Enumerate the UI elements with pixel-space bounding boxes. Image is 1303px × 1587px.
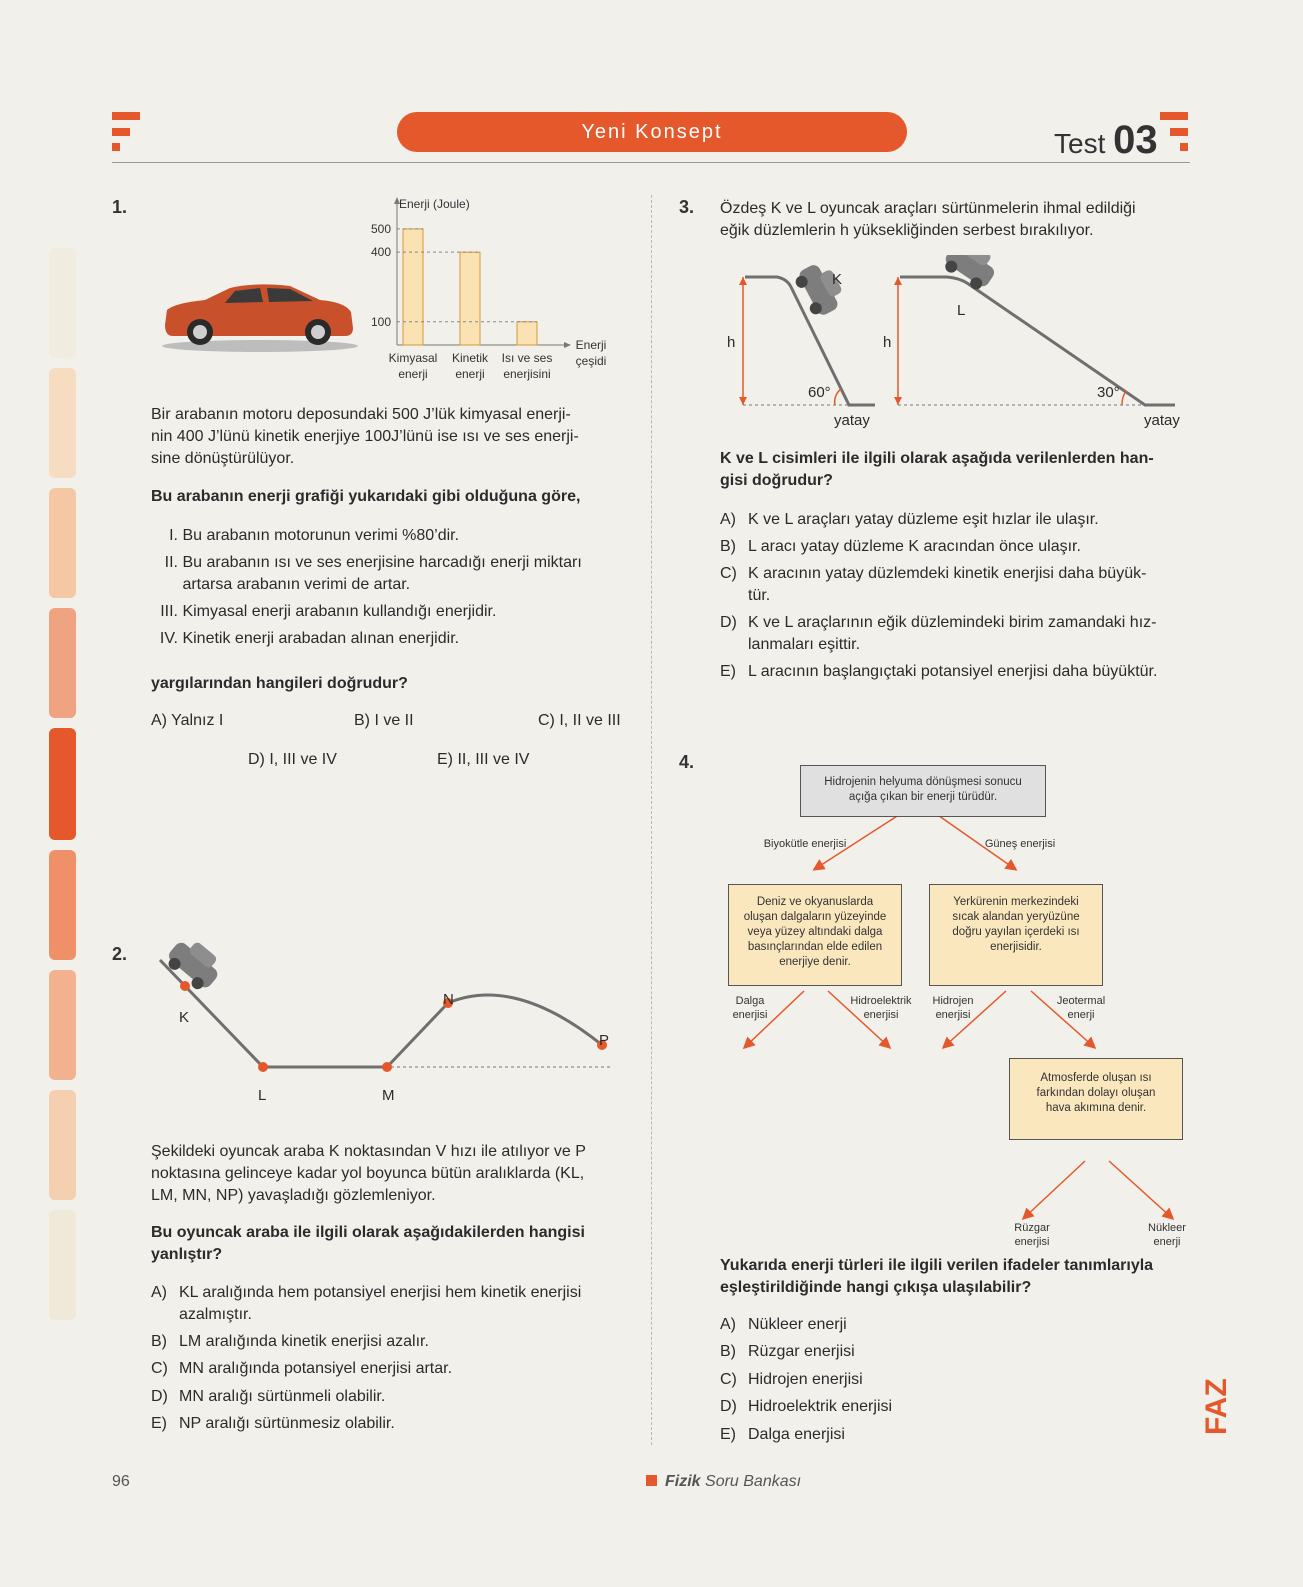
header-rule xyxy=(112,162,1190,163)
bar-3 xyxy=(517,322,537,345)
q4-option-e[interactable]: E) Dalga enerjisi xyxy=(720,1426,845,1443)
q2-option-d[interactable]: D) MN aralığı sürtünmeli olabilir. xyxy=(151,1388,386,1405)
footer-square-icon xyxy=(646,1475,657,1486)
q2-option-e[interactable]: E) NP aralığı sürtünmesiz olabilir. xyxy=(151,1415,395,1432)
q4-question: Yukarıda enerji türleri ile ilgili verilen ifadeler tanımlarıyla eşleştirildiğinde hangi çıkışa ulaşılabilir? xyxy=(720,1257,1154,1296)
q3-option-b[interactable]: B) L aracı yatay düzleme K aracından önce ulaşır. xyxy=(720,538,1081,555)
q4-option-b[interactable]: B) Rüzgar enerjisi xyxy=(720,1343,855,1360)
q3-option-c[interactable]: C) K aracının yatay düzlemdeki kinetik enerjisi daha büyük- tür. xyxy=(720,565,1147,604)
q1-statement-3: III. Kimyasal enerji arabanın kullandığı enerjidir. xyxy=(160,603,497,620)
y-tick-2: 400 xyxy=(370,245,391,260)
point-l-label: L xyxy=(258,1087,267,1104)
point-k-dot xyxy=(180,981,190,991)
label-h-left: h xyxy=(727,334,736,351)
q1-statement-2: II. Bu arabanın ısı ve ses enerjisine harcadığı enerji miktarı artarsa arabanın verimi de artar. xyxy=(164,554,582,593)
sidebar-slogan: FAZ xyxy=(1200,1378,1233,1435)
label-yatay-left: yatay xyxy=(834,412,870,429)
q1-statement-1: I. Bu arabanın motorunun verimi %80’dir. xyxy=(169,527,460,544)
y-tick-3: 100 xyxy=(370,314,391,329)
car-image xyxy=(155,270,360,370)
q4-box-right: Yerkürenin merkezindeki sıcak alandan yeryüzüne doğru yayılan içerdeki ısı enerjisidir. xyxy=(929,884,1103,986)
category-label-1-line2: enerji xyxy=(398,367,428,381)
q3-intro: Özdeş K ve L oyuncak araçları sürtünmelerin ihmal edildiği eğik düzlemlerin h yüksekliğinden serbest bırakılıyor. xyxy=(720,200,1136,239)
label-ruzgar: Rüzgar enerjisi xyxy=(1014,1222,1050,1248)
toy-car-icon xyxy=(162,940,226,995)
q1-statement-4: IV. Kinetik enerji arabadan alınan enerjidir. xyxy=(159,630,460,647)
bar-2 xyxy=(460,252,480,345)
label-h-right: h xyxy=(883,334,892,351)
q2-question: Bu oyuncak araba ile ilgili olarak aşağıdakilerden hangisi yanlıştır? xyxy=(151,1224,585,1263)
footer-title: Fizik Soru Bankası xyxy=(646,1473,801,1491)
banner: Yeni Konsept xyxy=(397,112,907,152)
q4-option-c[interactable]: C) Hidrojen enerjisi xyxy=(720,1371,863,1388)
q4-option-d[interactable]: D) Hidroelektrik enerjisi xyxy=(720,1398,893,1415)
q1-question: Bu arabanın enerji grafiği yukarıdaki gibi olduğuna göre, xyxy=(151,488,581,505)
x-axis-arrow xyxy=(564,342,571,348)
q2-intro: Şekildeki oyuncak araba K noktasından V hızı ile atılıyor ve P noktasına gelinceye kadar yol boyunca bütün aralıklarda (KL, LM, MN, NP) yavaşladığı gözlemleniyor. xyxy=(151,1143,586,1204)
branch-right-label: Güneş enerjisi xyxy=(984,838,1056,850)
category-label-2-line2: enerji xyxy=(455,367,485,381)
label-nukleer: Nükleer enerji xyxy=(1148,1222,1186,1248)
q4-number: 4. xyxy=(679,752,695,772)
q3-number: 3. xyxy=(679,197,695,217)
y-axis-label: Enerji (Joule) xyxy=(399,197,470,211)
q1-option-e[interactable]: E) II, III ve IV xyxy=(437,751,530,768)
q2-option-c[interactable]: C) MN aralığında potansiyel enerjisi artar. xyxy=(151,1360,453,1377)
label-k: K xyxy=(832,271,843,288)
point-l-dot xyxy=(258,1062,268,1072)
logo-mark-right xyxy=(1160,112,1190,152)
q2-track-diagram xyxy=(150,940,620,1100)
q1-option-c[interactable]: C) I, II ve III xyxy=(538,712,621,729)
label-l: L xyxy=(957,302,966,319)
q2-option-a[interactable]: A) KL aralığında hem potansiyel enerjisi hem kinetik enerjisi azalmıştır. xyxy=(151,1284,582,1323)
x-axis-label-line1: Enerji xyxy=(575,338,607,352)
car-l-icon xyxy=(940,255,1003,294)
category-label-1-line1: Kimyasal xyxy=(388,351,438,365)
test-label: Test 03 xyxy=(1054,118,1158,162)
q4-box-left: Deniz ve okyanuslarda oluşan dalgaların yüzeyinde veya yüzey altındaki dalga basınçlarından elde edilen enerjiye denir. xyxy=(728,884,902,986)
category-label-2-line1: Kinetik xyxy=(451,351,489,365)
label-hidroelektrik: Hidroelektrik enerjisi xyxy=(850,995,912,1021)
q4-option-a[interactable]: A) Nükleer enerji xyxy=(720,1316,847,1333)
q1-option-b[interactable]: B) I ve II xyxy=(354,712,414,729)
q3-option-e[interactable]: E) L aracının başlangıçtaki potansiyel enerjisi daha büyüktür. xyxy=(720,663,1158,680)
q3-option-a[interactable]: A) K ve L araçları yatay düzleme eşit hızlar ile ulaşır. xyxy=(720,511,1099,528)
label-angle-30: 30° xyxy=(1097,384,1120,401)
q1-intro: Bir arabanın motoru deposundaki 500 J’lük kimyasal enerji- nin 400 J’lünü kinetik enerjiye 100J’lünü ise ısı ve ses enerji- sine dönüştürülüyor. xyxy=(151,406,579,467)
q2-number: 2. xyxy=(112,944,128,964)
energy-bar-chart xyxy=(355,195,655,395)
point-m-dot xyxy=(382,1062,392,1072)
label-jeotermal: Jeotermal enerji xyxy=(1056,995,1106,1021)
label-yatay-right: yatay xyxy=(1144,412,1180,429)
q3-question: K ve L cisimleri ile ilgili olarak aşağıda verilenlerden han- gisi doğrudur? xyxy=(720,450,1154,489)
point-n-label: N xyxy=(443,991,454,1008)
point-k-label: K xyxy=(179,1009,190,1026)
category-label-3-line1: Isı ve ses xyxy=(501,351,553,365)
inclined-planes-diagram xyxy=(715,255,1195,425)
label-dalga: Dalga enerjisi xyxy=(732,995,768,1021)
label-hidrojen: Hidrojen enerjisi xyxy=(932,995,974,1021)
branch-left-label: Biyokütle enerjisi xyxy=(763,838,847,850)
point-p-label: P xyxy=(599,1032,610,1049)
q1-prompt: yargılarından hangileri doğrudur? xyxy=(151,675,408,692)
point-m-label: M xyxy=(382,1087,395,1104)
bar-1 xyxy=(403,229,423,345)
x-axis-label-line2: çeşidi xyxy=(575,354,607,368)
q4-box-bottom: Atmosferde oluşan ısı farkından dolayı oluşan hava akımına denir. xyxy=(1009,1058,1183,1140)
q1-option-d[interactable]: D) I, III ve IV xyxy=(248,751,337,768)
q1-number: 1. xyxy=(112,197,128,217)
q3-option-d[interactable]: D) K ve L araçlarının eğik düzlemindeki birim zamandaki hız- lanmaları eşittir. xyxy=(720,614,1157,653)
y-tick-1: 500 xyxy=(370,221,391,236)
logo-mark-left xyxy=(112,112,142,152)
q2-option-b[interactable]: B) LM aralığında kinetik enerjisi azalır. xyxy=(151,1333,429,1350)
q4-box-top: Hidrojenin helyuma dönüşmesi sonucu açığa çıkan bir enerji türüdür. xyxy=(800,765,1046,817)
category-label-3-line2: enerjisini xyxy=(503,367,551,381)
page-number: 96 xyxy=(112,1473,130,1490)
label-angle-60: 60° xyxy=(808,384,831,401)
q1-option-a[interactable]: A) Yalnız I xyxy=(151,712,224,729)
